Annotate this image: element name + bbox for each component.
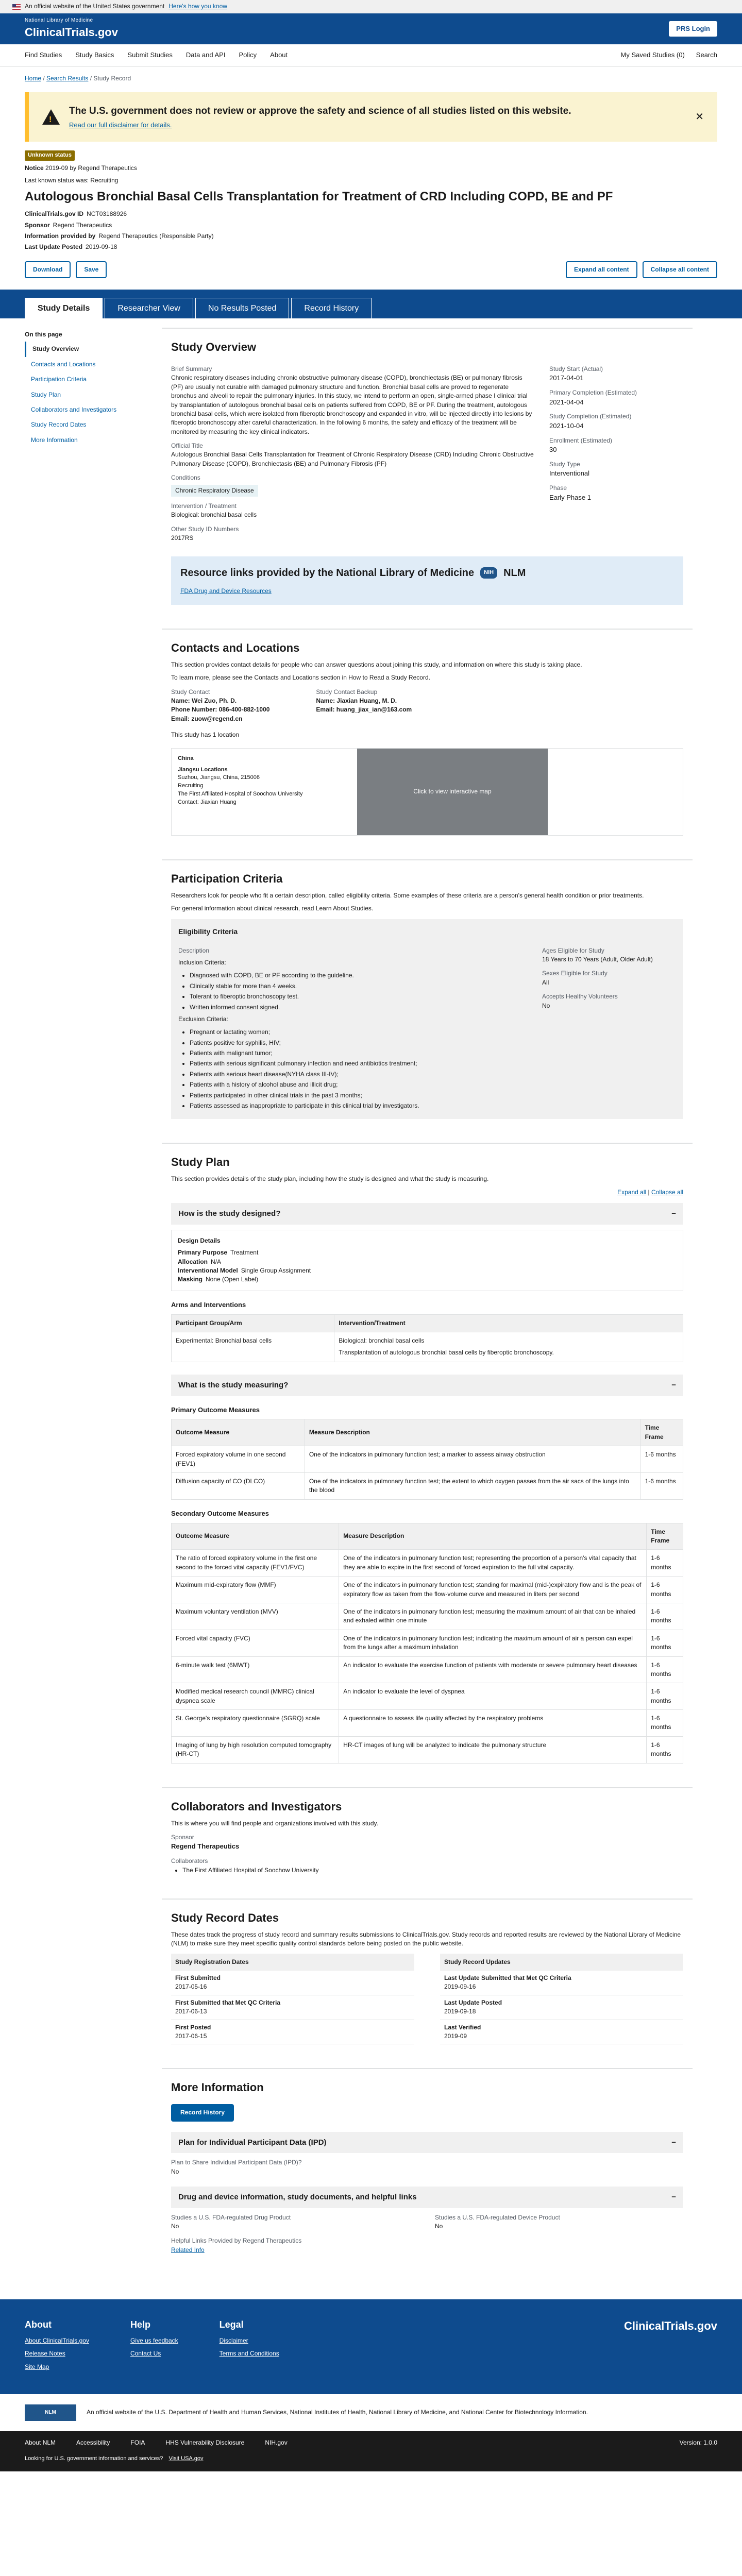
- breadcrumb-search-results[interactable]: Search Results: [46, 75, 89, 82]
- nlm-short: NLM: [503, 567, 526, 579]
- list-item: • Pregnant or lactating women;: [190, 1028, 542, 1037]
- official-title: Autologous Bronchial Basal Cells Transplantation for Treatment of Chronic Respiratory Disease (CRD) Including Chronic Obstructive Pulmonary Disease (COPD), Bronchiectasis (BE) and Pulmonary Fibrosis (PF): [171, 451, 534, 467]
- dates-title: Study Record Dates: [171, 1911, 279, 1924]
- fact-value: Early Phase 1: [549, 493, 591, 501]
- collapse-icon: −: [671, 2193, 676, 2202]
- nlm-label: National Library of Medicine: [25, 17, 93, 23]
- table-cell: Diffusion capacity of CO (DLCO): [172, 1472, 305, 1499]
- footer-brand[interactable]: ClinicalTrials.gov: [624, 2319, 717, 2332]
- ipd-value: No: [171, 2167, 179, 2175]
- version-label: Version: 1.0.0: [679, 2439, 717, 2447]
- record-dates: [162, 1899, 693, 2057]
- date-value: 2019-09-18: [444, 2008, 476, 2015]
- sponsor-value: Regend Therapeutics: [53, 221, 112, 229]
- notice-label: Notice: [25, 164, 44, 172]
- table-header: Measure Description: [305, 1419, 640, 1446]
- table-cell: One of the indicators in pulmonary function test; indicating the maximum amount of air a person can expel from the lungs after a maximum inhalation: [339, 1630, 647, 1656]
- site-header: [0, 13, 742, 44]
- fact-value: 2021-10-04: [549, 421, 584, 430]
- measure-accordion-label: What is the study measuring?: [178, 1380, 289, 1389]
- us-flag-icon: [12, 4, 21, 10]
- footer-bottom-link[interactable]: HHS Vulnerability Disclosure: [165, 2439, 245, 2447]
- record-updates-title: Study Record Updates: [440, 1954, 683, 1971]
- table-cell: Modified medical research council (MMRC) clinical dyspnea scale: [172, 1683, 339, 1710]
- inclusion-label: Inclusion Criteria:: [178, 958, 226, 966]
- tab-record-history[interactable]: Record History: [291, 298, 372, 318]
- backup-contact-name: Name: Jiaxian Huang, M. D.: [316, 697, 397, 705]
- study-plan: Study Plan This section provides details of the study plan, including how the study is designed and what the study is measuring. Expand all | Collapse all How is the study designed? − Design Details Primary Purpose Treatment Allocation N/A Interventional Model Single Group Assignment Masking None (Open Label) Arms and Interventions Participant Group/Arm Intervention/Treatment Experimental: Bronchial basal cells Biological: bronchial basal cells Transplantation of autologous bronchial basal cells by fiberoptic bronchoscopy. What is the study measuring? − Primary Outcome Measures Outcome Measure Measure Description Time Frame Forced expiratory volume in one second (FEV1) One of the indicators in pulmonary function test; a marker to assess airway obstruction 1-6 months Diffusion capacity of CO (DLCO) One of the indicators in pulmonary function test; the extent to which oxygen passes from the air sacs of the lungs into the blood 1-6 months Secondary Outcome Measures Outcome Measure Measure Description Time Frame The ratio of forced expiratory volume in the first one second to the forced vital capacity (FEV1/FVC) One of the indicators in pulmonary function test; representing the proportion of a person's vital capacity that they are able to expire in the first second of forced expiration to the full vital capacity. 1-6 months Maximum mid-expiratory flow (MMF) One of the indicators in pulmonary function test; standing for maximal (mid-)expiratory flow and is the peak of expiratory flow as taken from the flow-volume curve and measured in liters per second 1-6 months Maximum voluntary ventilation (MVV) One of the indicators in pulmonary function test; measuring the maximum amount of air that can be inhaled and exhaled within one minute 1-6 months Forced vital capacity (FVC) One of the indicators in pulmonary function test; indicating the maximum amount of air a person can expel from the lungs after a maximum inhalation 1-6 months 6-minute walk test (6MWT) An indicator to evaluate the exercise function of patients with moderate or severe pulmonary heart diseases 1-6 months Modified medical research council (MMRC) clinical dyspnea scale An indicator to evaluate the level of dyspnea 1-6 months St. George's respiratory questionnaire (SGRQ) scale A questionnaire to assess life quality affected by the respiratory problems 1-6 months Imaging of lung by high resolution computed tomography (HR-CT) HR-CT images of lung will be analyzed to indicate the pulmonary structure 1-6 months: [162, 1143, 693, 1775]
- list-item: • Diagnosed with COPD, BE or PF according to the guideline.: [190, 971, 542, 980]
- locations-panel: [171, 748, 683, 836]
- collab-sponsor: Regend Therapeutics: [171, 1842, 240, 1851]
- info-value: Regend Therapeutics (Responsible Party): [98, 232, 214, 240]
- nlm-title: Resource links provided by the National Library of Medicine: [180, 567, 475, 579]
- primary-outcomes-table: [171, 1419, 683, 1499]
- intervention-label: Intervention / Treatment: [171, 502, 237, 510]
- arm-intervention: [334, 1332, 683, 1362]
- table-cell: 1-6 months: [647, 1550, 683, 1577]
- arm-intervention-name: Biological: bronchial basal cells: [339, 1337, 425, 1345]
- alert-title: The U.S. government does not review or approve the safety and science of all studies listed on this website.: [69, 106, 571, 117]
- table-header: Participant Group/Arm: [172, 1314, 334, 1332]
- nlm-resources: [171, 556, 683, 605]
- updated-by: 2019-09 by Regend Therapeutics: [45, 164, 137, 172]
- overview-facts: [549, 360, 683, 547]
- main-nav: [0, 44, 742, 67]
- date-label: First Submitted that Met QC Criteria: [175, 1998, 281, 2006]
- contacts-title: Contacts and Locations: [171, 641, 300, 654]
- date-value: 2017-05-16: [175, 1983, 207, 1991]
- contacts-locations: [162, 629, 693, 848]
- more-information: [162, 2068, 693, 2267]
- table-row: [172, 1446, 683, 1473]
- table-cell: 1-6 months: [647, 1577, 683, 1603]
- breadcrumb: Home / Search Results / Study Record: [25, 75, 131, 82]
- study-summary: [0, 142, 742, 251]
- table-header: Intervention/Treatment: [334, 1314, 683, 1332]
- criteria-general: For general information about clinical research, read Learn About Studies.: [171, 904, 374, 912]
- collapse-icon: −: [671, 1380, 676, 1389]
- table-header: Time Frame: [640, 1419, 683, 1446]
- site-logo[interactable]: ClinicalTrials.gov: [25, 26, 118, 39]
- table-cell: 6-minute walk test (6MWT): [172, 1656, 339, 1683]
- date-value: 2019-09-16: [444, 1983, 476, 1991]
- date-label: First Submitted: [175, 1974, 221, 1981]
- list-item: • Written informed consent signed.: [190, 1003, 542, 1012]
- breadcrumb-current: Study Record: [93, 75, 131, 82]
- table-row: [172, 1472, 683, 1499]
- contact-label: Study Contact: [171, 688, 210, 696]
- design-title: Design Details: [178, 1236, 221, 1244]
- drug-info-accordion-label: Drug and device information, study documents, and helpful links: [178, 2193, 417, 2202]
- table-cell: The ratio of forced expiratory volume in the first one second to the forced vital capacity (FEV1/FVC): [172, 1550, 339, 1577]
- footer-bottom-link[interactable]: Accessibility: [76, 2439, 110, 2447]
- design-accordion-label: How is the study designed?: [178, 1209, 281, 1218]
- plan-collapse-all[interactable]: Collapse all: [651, 1188, 683, 1196]
- list-item: • Patients assessed as inappropriate to participate in this clinical trial by investigators.: [190, 1101, 542, 1110]
- table-cell: 1-6 months: [647, 1603, 683, 1630]
- plan-expand-all[interactable]: Expand all: [617, 1188, 647, 1196]
- list-item: • Patients with serious heart disease(NYHA class III-IV);: [190, 1070, 542, 1079]
- fda-drug-label: Studies a U.S. FDA-regulated Drug Product: [171, 2213, 291, 2221]
- table-cell: An indicator to evaluate the exercise function of patients with moderate or severe pulmonary heart diseases: [339, 1656, 647, 1683]
- page-title: Autologous Bronchial Basal Cells Transplantation for Treatment of CRD Including COPD, BE and PF: [25, 190, 613, 204]
- list-item: • Patients with serious significant pulmonary infection and need antibiotics treatment;: [190, 1059, 542, 1068]
- conditions-label: Conditions: [171, 474, 200, 482]
- design-value: N/A: [211, 1258, 222, 1265]
- table-row: [172, 1683, 683, 1710]
- table-row: [172, 1550, 683, 1577]
- more-title: More Information: [171, 2081, 264, 2094]
- table-row: [172, 1630, 683, 1656]
- contact-phone: Phone Number: 086-400-882-1000: [171, 706, 270, 714]
- tab-researcher-view[interactable]: Researcher View: [105, 298, 193, 318]
- location-city: Suzhou, Jiangsu, China, 215006: [178, 774, 260, 781]
- other-ids-label: Other Study ID Numbers: [171, 525, 239, 533]
- table-row: [172, 1656, 683, 1683]
- nlm-logo-icon[interactable]: NLM: [25, 2404, 76, 2421]
- ages-value: 18 Years to 70 Years (Adult, Older Adult): [542, 955, 653, 963]
- date-label: Last Update Submitted that Met QC Criteria: [444, 1974, 571, 1981]
- footer-heading: About: [25, 2319, 52, 2330]
- table-cell: 1-6 months: [647, 1656, 683, 1683]
- fact-value: Interventional: [549, 469, 590, 478]
- footer-link[interactable]: Give us feedback: [130, 2337, 178, 2345]
- table-header: Outcome Measure: [172, 1419, 305, 1446]
- registration-dates-title: Study Registration Dates: [171, 1954, 414, 1971]
- nlm-footer-text: An official website of the U.S. Department of Health and Human Services, National Institutes of Health, National Library of Medicine, and National Center for Biotechnology Information.: [87, 2409, 588, 2416]
- condition-chip[interactable]: Chronic Respiratory Disease: [171, 485, 258, 497]
- criteria-intro: Researchers look for people who fit a certain description, called eligibility criteria. Some examples of these criteria are a person's general health condition or prior treatments.: [171, 891, 644, 899]
- footer-bottom-link[interactable]: NIH.gov: [265, 2439, 288, 2447]
- eligibility-title: Eligibility Criteria: [178, 927, 238, 936]
- ipd-accordion[interactable]: [171, 2132, 683, 2154]
- location-contact: Contact: Jiaxian Huang: [178, 799, 237, 806]
- footer-link[interactable]: About ClinicalTrials.gov: [25, 2337, 89, 2345]
- primary-outcomes-title: Primary Outcome Measures: [171, 1405, 260, 1414]
- status-badge: Unknown status: [25, 150, 75, 161]
- fda-drug-value: No: [171, 2223, 179, 2230]
- sidebar-item-collaborators[interactable]: Collaborators and Investigators: [31, 406, 117, 414]
- collab-title: Collaborators and Investigators: [171, 1800, 342, 1813]
- gov-banner-text: An official website of the United States government: [25, 3, 165, 10]
- overview-title: Study Overview: [171, 341, 257, 354]
- footer-bottom-link[interactable]: About NLM: [25, 2439, 56, 2447]
- location-status: Recruiting: [178, 783, 204, 789]
- ages-label: Ages Eligible for Study: [542, 946, 604, 954]
- last-update-value: 2019-09-18: [86, 243, 117, 251]
- design-label: Masking: [178, 1276, 203, 1283]
- fda-resources-link[interactable]: FDA Drug and Device Resources: [180, 587, 272, 595]
- table-header: Time Frame: [647, 1523, 683, 1550]
- date-value: 2017-06-13: [175, 2008, 207, 2015]
- helpful-links-label: Helpful Links Provided by Regend Therapeutics: [171, 2236, 302, 2244]
- search-link[interactable]: Search: [696, 51, 717, 59]
- drug-info-accordion[interactable]: [171, 2187, 683, 2208]
- sidebar-item-criteria[interactable]: Participation Criteria: [31, 376, 87, 383]
- nav-item-study-basics[interactable]: Study Basics: [75, 51, 114, 59]
- location-site: The First Affiliated Hospital of Soochow University: [178, 791, 303, 798]
- plan-title: Study Plan: [171, 1156, 230, 1169]
- action-row: [0, 252, 742, 278]
- exclusion-label: Exclusion Criteria:: [178, 1015, 228, 1023]
- nav-item-data-api[interactable]: Data and API: [185, 51, 226, 59]
- date-label: Last Verified: [444, 2023, 481, 2031]
- footer-bottom-links: [0, 2431, 742, 2454]
- brief-summary: Chronic respiratory diseases including chronic obstructive pulmonary disease (COPD), bronchiectasis (BE) or pulmonary fibrosis (PF) are usually not curable with damaged pulmonary structure and function. Bronchial basal cells are proved to regenerate bronchus and alveoli to repair the pulmonary injuries. In this study, we intend to perform an open, single-armed phase I clinical trial by transplantation of autologous bronchial basal cells on patients suffered from COPD, BE or PF. During the treatment, autologous bronchial basal cells, which were isolated from fiberoptic bronchoscopy and expanded in vitro, will be injected directly into lesions by fiberoptic bronchoscopy after careful characterization. In the following 6 months, the safety and efficacy of the treatment will be monitored by measuring the key clinical indicators.: [171, 374, 532, 435]
- table-row: [172, 1332, 683, 1362]
- fda-device-value: No: [435, 2223, 443, 2230]
- contact-name: Name: Wei Zuo, Ph. D.: [171, 697, 237, 705]
- design-value: Treatment: [230, 1249, 259, 1257]
- brief-label: Brief Summary: [171, 365, 212, 372]
- design-accordion[interactable]: [171, 1203, 683, 1225]
- table-cell: An indicator to evaluate the level of dyspnea: [339, 1683, 647, 1710]
- table-cell: 1-6 months: [647, 1630, 683, 1656]
- table-cell: Forced expiratory volume in one second (FEV1): [172, 1446, 305, 1473]
- last-known-status: Last known status was: Recruiting: [25, 176, 119, 184]
- arm-name: Experimental: Bronchial basal cells: [172, 1332, 334, 1362]
- description-label: Description: [178, 946, 210, 954]
- contacts-intro: This section provides contact details for people who can answer questions about joining this study, and information on where this study is taking place.: [171, 660, 582, 668]
- record-history-button[interactable]: Record History: [171, 2104, 234, 2121]
- breadcrumb-home[interactable]: Home: [25, 75, 42, 82]
- record-updates: [440, 1954, 683, 2045]
- sexes-value: All: [542, 978, 549, 986]
- table-cell: 1-6 months: [640, 1472, 683, 1499]
- footer-link[interactable]: Terms and Conditions: [219, 2350, 279, 2358]
- criteria-title: Participation Criteria: [171, 872, 283, 885]
- list-item: • Clinically stable for more than 4 weeks.: [190, 982, 542, 991]
- sidebar-item-contacts[interactable]: Contacts and Locations: [31, 360, 96, 368]
- map-preview[interactable]: [357, 749, 548, 835]
- design-value: None (Open Label): [206, 1276, 259, 1283]
- backup-contact-label: Study Contact Backup: [316, 688, 378, 696]
- tab-results[interactable]: No Results Posted: [195, 298, 290, 318]
- close-icon[interactable]: ✕: [695, 111, 704, 123]
- nct-label: ClinicalTrials.gov ID: [25, 210, 84, 218]
- content: [162, 328, 693, 2279]
- table-row: [172, 1577, 683, 1603]
- dates-intro: These dates track the progress of study record and summary results submissions to ClinicalTrials.gov. Study records and reported results are reviewed by the National Library of Medicine (NLM) to make sure they meet specific quality control standards before being posted on the public website.: [171, 1930, 681, 1947]
- table-cell: Imaging of lung by high resolution computed tomography (HR-CT): [172, 1736, 339, 1763]
- usa-gov-row: [0, 2455, 742, 2471]
- design-label: Primary Purpose: [178, 1249, 228, 1257]
- date-label: First Posted: [175, 2023, 211, 2031]
- eligibility-box: [171, 919, 683, 1119]
- arm-intervention-detail: Transplantation of autologous bronchial basal cells by fiberoptic bronchoscopy.: [339, 1349, 554, 1357]
- design-value: Single Group Assignment: [241, 1267, 311, 1275]
- collab-sponsor-label: Sponsor: [171, 1833, 194, 1841]
- nct-id: NCT03188926: [87, 210, 127, 218]
- fact-label: Primary Completion (Estimated): [549, 389, 637, 397]
- expand-all-button[interactable]: Expand all content: [566, 261, 637, 278]
- footer-link[interactable]: Release Notes: [25, 2350, 65, 2358]
- intervention-value: Biological: bronchial basal cells: [171, 511, 257, 519]
- table-cell: One of the indicators in pulmonary function test; measuring the maximum amount of air that can be inhaled and exhaled within one minute: [339, 1603, 647, 1630]
- contacts-learn: To learn more, please see the Contacts and Locations section in How to Read a Study Record.: [171, 674, 430, 682]
- table-cell: 1-6 months: [647, 1683, 683, 1710]
- table-cell: Maximum mid-expiratory flow (MMF): [172, 1577, 339, 1603]
- fact-label: Enrollment (Estimated): [549, 436, 613, 444]
- table-cell: One of the indicators in pulmonary function test; standing for maximal (mid-)expiratory flow and is the peak of expiratory flow as taken from the flow-volume curve and measured in liters per second: [339, 1577, 647, 1603]
- table-row: [172, 1736, 683, 1763]
- date-label: Last Update Posted: [444, 1998, 502, 2006]
- disclaimer-link[interactable]: Read our full disclaimer for details.: [69, 121, 172, 129]
- table-cell: Maximum voluntary ventilation (MVV): [172, 1603, 339, 1630]
- registration-dates: [171, 1954, 414, 2045]
- ipd-label: Plan to Share Individual Participant Data (IPD)?: [171, 2159, 302, 2166]
- table-cell: St. George's respiratory questionnaire (SGRQ) scale: [172, 1710, 339, 1737]
- footer-heading: Legal: [219, 2319, 244, 2330]
- fact-value: 2021-04-04: [549, 398, 584, 406]
- study-overview: [162, 328, 693, 617]
- tab-bar: [0, 290, 742, 318]
- collaborators-label: Collaborators: [171, 1857, 208, 1865]
- fact-label: Study Type: [549, 460, 580, 468]
- sidebar-heading: On this page: [25, 331, 62, 338]
- footer-heading: Help: [130, 2319, 150, 2330]
- fact-value: 2017-04-01: [549, 374, 584, 382]
- saved-studies-link[interactable]: My Saved Studies (0): [620, 51, 685, 59]
- design-label: Allocation: [178, 1258, 208, 1265]
- list-item: • Patients positive for syphilis, HIV;: [190, 1039, 542, 1047]
- sidebar-item-dates[interactable]: Study Record Dates: [31, 421, 87, 429]
- info-label: Information provided by: [25, 232, 96, 240]
- design-details: [171, 1230, 683, 1291]
- list-item: • The First Affiliated Hospital of Soochow University: [182, 1866, 683, 1875]
- prs-login-button[interactable]: PRS Login: [669, 21, 717, 37]
- table-cell: 1-6 months: [640, 1446, 683, 1473]
- date-value: 2017-06-15: [175, 2032, 207, 2040]
- site-footer: [0, 2299, 742, 2394]
- nlm-footer: [0, 2394, 742, 2431]
- table-cell: A questionnaire to assess life quality affected by the respiratory problems: [339, 1710, 647, 1737]
- gov-banner: [0, 0, 742, 13]
- collapse-all-button[interactable]: Collapse all content: [643, 261, 717, 278]
- exclusion-list: [190, 1028, 542, 1110]
- contact-email[interactable]: Email: zuow@regend.cn: [171, 715, 243, 722]
- sponsor-label: Sponsor: [25, 221, 50, 229]
- location-count: This study has 1 location: [171, 731, 240, 739]
- volunteers-label: Accepts Healthy Volunteers: [542, 993, 618, 1001]
- collaborators: [162, 1787, 693, 1887]
- table-cell: One of the indicators in pulmonary function test; representing the proportion of a person's vital capacity that they are able to expire in the first second of forced expiration to the full vital capacity.: [339, 1550, 647, 1577]
- table-cell: Forced vital capacity (FVC): [172, 1630, 339, 1656]
- fact-label: Study Start (Actual): [549, 365, 603, 372]
- main-area: [0, 318, 742, 2279]
- save-button[interactable]: Save: [76, 261, 107, 278]
- sidebar-item-more[interactable]: More Information: [31, 436, 78, 444]
- arms-table: [171, 1314, 683, 1362]
- sidebar-item-plan[interactable]: Study Plan: [31, 391, 61, 398]
- secondary-outcomes-table: [171, 1523, 683, 1764]
- volunteers-value: No: [542, 1002, 550, 1009]
- date-value: 2019-09: [444, 2032, 467, 2040]
- footer-link[interactable]: Disclaimer: [219, 2337, 248, 2345]
- nav-item-submit-studies[interactable]: Submit Studies: [127, 51, 173, 59]
- last-update-label: Last Update Posted: [25, 243, 83, 251]
- nav-item-find-studies[interactable]: Find Studies: [25, 51, 62, 59]
- table-cell: 1-6 months: [647, 1736, 683, 1763]
- nih-logo-icon: NIH: [480, 567, 497, 579]
- secondary-outcomes-title: Secondary Outcome Measures: [171, 1509, 269, 1517]
- inclusion-list: [190, 971, 542, 1012]
- fact-label: Phase: [549, 484, 567, 492]
- warning-icon: [42, 109, 60, 125]
- arms-title: Arms and Interventions: [171, 1300, 246, 1309]
- footer-bottom-link[interactable]: FOIA: [130, 2439, 145, 2447]
- other-ids-value: 2017RS: [171, 534, 194, 542]
- design-label: Interventional Model: [178, 1267, 238, 1275]
- official-label: Official Title: [171, 442, 203, 450]
- list-item: • Patients with a history of alcohol abuse and illicit drug;: [190, 1080, 542, 1089]
- footer-link[interactable]: Site Map: [25, 2363, 49, 2370]
- table-cell: 1-6 months: [647, 1710, 683, 1737]
- nav-item-about[interactable]: About: [270, 51, 288, 59]
- footer-link[interactable]: Contact Us: [130, 2350, 161, 2358]
- measure-accordion[interactable]: [171, 1375, 683, 1396]
- fact-label: Study Completion (Estimated): [549, 413, 632, 420]
- fact-value: 30: [549, 446, 557, 454]
- gov-banner-link[interactable]: Here's how you know: [168, 3, 227, 10]
- collab-intro: This is where you will find people and organizations involved with this study.: [171, 1819, 378, 1827]
- list-item: • Patients participated in other clinical trials in the past 3 months;: [190, 1091, 542, 1100]
- nav-item-policy[interactable]: Policy: [239, 51, 257, 59]
- disclaimer-alert: [25, 92, 717, 142]
- sidebar: [25, 328, 148, 2279]
- participation-criteria: [162, 859, 693, 1132]
- location-country: China: [178, 755, 194, 761]
- table-header: Measure Description: [339, 1523, 647, 1550]
- related-info-link[interactable]: Related Info: [171, 2246, 205, 2254]
- table-cell: One of the indicators in pulmonary function test; the extent to which oxygen passes from the air sacs of the lungs into the blood: [305, 1472, 640, 1499]
- plan-intro: This section provides details of the study plan, including how the study is designed and what the study is measuring.: [171, 1175, 489, 1183]
- table-row: [172, 1710, 683, 1737]
- download-button[interactable]: Download: [25, 261, 71, 278]
- fda-device-label: Studies a U.S. FDA-regulated Device Product: [435, 2213, 560, 2221]
- collaborators-list: [182, 1866, 683, 1875]
- collapse-icon: −: [671, 2138, 676, 2147]
- backup-contact-email[interactable]: Email: huang_jiax_ian@163.com: [316, 706, 412, 714]
- usagov-text: Looking for U.S. government information and services?: [25, 2455, 163, 2462]
- ipd-accordion-label: Plan for Individual Participant Data (IPD): [178, 2138, 327, 2147]
- sexes-label: Sexes Eligible for Study: [542, 970, 608, 977]
- map-link[interactable]: Click to view interactive map: [413, 787, 492, 795]
- table-header: Outcome Measure: [172, 1523, 339, 1550]
- table-cell: HR-CT images of lung will be analyzed to indicate the pulmonary structure: [339, 1736, 647, 1763]
- table-row: [172, 1603, 683, 1630]
- sidebar-item-overview[interactable]: Study Overview: [25, 342, 148, 357]
- list-item: • Tolerant to fiberoptic bronchoscopy test.: [190, 992, 542, 1001]
- tab-study-details[interactable]: Study Details: [25, 298, 103, 318]
- usagov-link[interactable]: Visit USA.gov: [168, 2455, 204, 2462]
- location-region: Jiangsu Locations: [178, 766, 228, 773]
- list-item: • Patients with malignant tumor;: [190, 1049, 542, 1058]
- collapse-icon: −: [671, 1209, 676, 1218]
- table-cell: One of the indicators in pulmonary function test; a marker to assess airway obstruction: [305, 1446, 640, 1473]
